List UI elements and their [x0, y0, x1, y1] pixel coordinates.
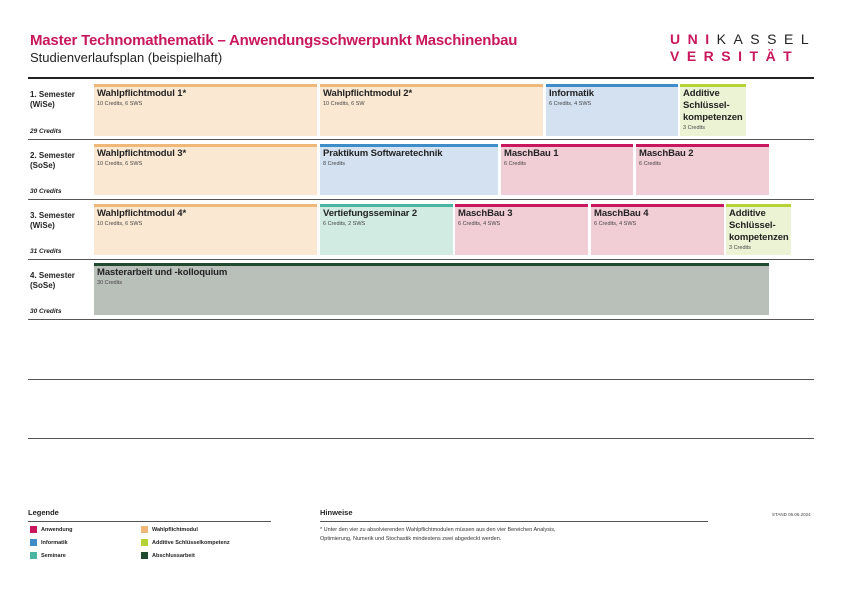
semester-credits: 31 Credits [30, 248, 62, 255]
semester-credits: 30 Credits [30, 188, 62, 195]
university-logo [670, 31, 816, 65]
notes [320, 508, 708, 522]
module-wahlpflicht-1[interactable]: Wahlpflichtmodul 1* 10 Credits, 6 SWS [94, 84, 317, 136]
legend-item-anwendung: Anwendung [30, 526, 72, 533]
stand-date: STAND 06.06.2024 [772, 512, 811, 517]
semester-label: 3. Semester (WiSe) [30, 211, 75, 230]
module-praktikum-softwaretechnik[interactable]: Praktikum Softwaretechnik 8 Credits [320, 144, 498, 195]
module-wahlpflicht-3[interactable]: Wahlpflichtmodul 3* 10 Credits, 6 SWS [94, 144, 317, 195]
semester-credits: 30 Credits [30, 308, 62, 315]
header-divider [28, 77, 814, 79]
notes-text: * Unter den vier zu absolvierenden Wahlpflichtmodulen müssen aus den vier Bereichen Analysis, Optimierung, Numerik und Stochastik mindestens zwei abgedeckt werden. [320, 527, 556, 542]
module-masterarbeit[interactable]: Masterarbeit und -kolloquium 30 Credits [94, 263, 769, 315]
legend-item-abschlussarbeit: Abschlussarbeit [141, 552, 195, 559]
semester-label: 2. Semester (SoSe) [30, 151, 75, 170]
module-vertiefungsseminar-2[interactable]: Vertiefungsseminar 2 6 Credits, 2 SWS [320, 204, 453, 255]
notes-title: Hinweise [320, 508, 353, 517]
logo-part-versitaet: VERSITÄT [670, 48, 800, 64]
row-divider [28, 319, 814, 320]
row-divider [28, 199, 814, 200]
module-maschbau-2[interactable]: MaschBau 2 6 Credits [636, 144, 769, 195]
page-subtitle: Studienverlaufsplan (beispielhaft) [30, 50, 223, 65]
legend-item-wahlpflichtmodul: Wahlpflichtmodul [141, 526, 198, 533]
module-schluesselkompetenzen[interactable]: Additive Schlüssel-kompetenzen 3 Credits [680, 84, 746, 136]
legend-item-schluesselkompetenz: Additive Schlüsselkompetenz [141, 539, 230, 546]
module-maschbau-4[interactable]: MaschBau 4 6 Credits, 4 SWS [591, 204, 724, 255]
module-maschbau-3[interactable]: MaschBau 3 6 Credits, 4 SWS [455, 204, 588, 255]
module-wahlpflicht-2[interactable]: Wahlpflichtmodul 2* 10 Credits, 6 SW [320, 84, 543, 136]
module-informatik[interactable]: Informatik 6 Credits, 4 SWS [546, 84, 678, 136]
logo-part-uni: UNI [670, 31, 717, 47]
module-schluesselkompetenzen[interactable]: Additive Schlüssel-kompetenzen 3 Credits [726, 204, 791, 255]
page-title: Master Technomathematik – Anwendungsschwerpunkt Maschinenbau [30, 32, 518, 49]
legend-item-informatik: Informatik [30, 539, 68, 546]
row-divider [28, 259, 814, 260]
semester-credits: 29 Credits [30, 128, 62, 135]
legend [28, 508, 271, 522]
row-divider [28, 139, 814, 140]
module-wahlpflicht-4[interactable]: Wahlpflichtmodul 4* 10 Credits, 6 SWS [94, 204, 317, 255]
row-divider [28, 379, 814, 380]
legend-item-seminare: Seminare [30, 552, 66, 559]
semester-label: 4. Semester (SoSe) [30, 271, 75, 290]
row-divider [28, 438, 814, 439]
module-maschbau-1[interactable]: MaschBau 1 6 Credits [501, 144, 633, 195]
logo-part-kassel: KASSEL [716, 31, 817, 47]
legend-title: Legende [28, 508, 59, 517]
semester-label: 1. Semester (WiSe) [30, 90, 75, 109]
